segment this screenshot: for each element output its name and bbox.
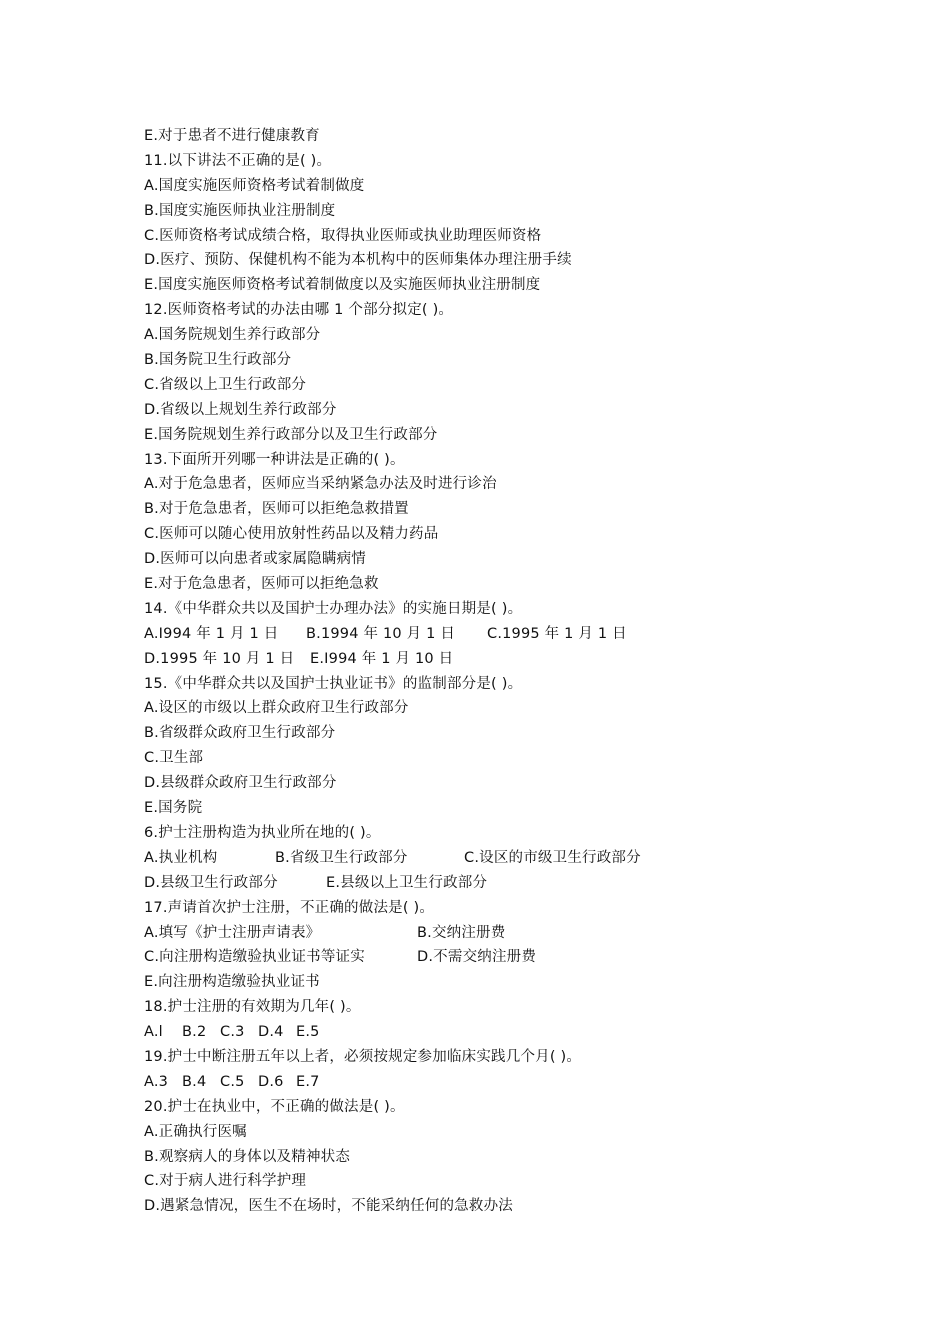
option-text: A.国度实施医师资格考试着制做度 — [144, 177, 365, 194]
question-stem: 6.护士注册构造为执业所在地的( )。 — [144, 824, 381, 841]
option-text: A.3 — [144, 1073, 169, 1090]
option-text: E.县级以上卫生行政部分 — [326, 874, 488, 891]
option-text: B.4 — [182, 1073, 207, 1090]
option-text: B.1994 年 10 月 1 日 — [306, 625, 456, 642]
option-row — [144, 945, 824, 970]
option-text: B.观察病人的身体以及精神状态 — [144, 1148, 351, 1165]
option-text: D.4 — [258, 1024, 284, 1041]
option-text: D.6 — [258, 1073, 284, 1090]
option-text: A.对于危急患者，医师应当采纳紧急办法及时进行诊治 — [144, 476, 497, 493]
option-text: C.3 — [220, 1024, 245, 1041]
question-stem: 13.下面所开列哪一种讲法是正确的( )。 — [144, 451, 405, 468]
option-text: D.省级以上规划生养行政部分 — [144, 401, 337, 418]
option-row — [144, 647, 824, 672]
option-text: A.I994 年 1 月 1 日 — [144, 625, 279, 642]
question-stem: 12.医师资格考试的办法由哪 1 个部分拟定( )。 — [144, 302, 454, 319]
option-text: C.向注册构造缴验执业证书等证实 — [144, 949, 365, 966]
option-text: C.医师资格考试成绩合格，取得执业医师或执业助理医师资格 — [144, 227, 542, 244]
option-text: D.不需交纳注册费 — [417, 949, 537, 966]
option-text: E.对于患者不进行健康教育 — [144, 128, 320, 144]
option-text: B.国务院卫生行政部分 — [144, 352, 292, 369]
option-text: B.2 — [182, 1024, 207, 1041]
option-text: B.省级卫生行政部分 — [275, 849, 408, 866]
option-text: A.执业机构 — [144, 849, 218, 866]
option-text: E.国度实施医师资格考试着制做度以及实施医师执业注册制度 — [144, 277, 541, 294]
option-text: E.对于危急患者，医师可以拒绝急救 — [144, 576, 379, 593]
option-text: A.国务院规划生养行政部分 — [144, 327, 321, 344]
option-row — [144, 921, 824, 946]
question-stem: 20.护士在执业中，不正确的做法是( )。 — [144, 1098, 405, 1115]
option-text: C.对于病人进行科学护理 — [144, 1173, 307, 1190]
option-text: A.正确执行医嘱 — [144, 1123, 247, 1140]
option-text: D.1995 年 10 月 1 日 — [144, 650, 295, 667]
option-text: E.I994 年 1 月 10 日 — [310, 650, 454, 667]
option-text: C.设区的市级卫生行政部分 — [464, 849, 641, 866]
question-stem: 18.护士注册的有效期为几年( )。 — [144, 999, 361, 1016]
option-text: A.设区的市级以上群众政府卫生行政部分 — [144, 700, 409, 717]
option-text: B.对于危急患者，医师可以拒绝急救措置 — [144, 501, 409, 518]
option-text: C.5 — [220, 1073, 245, 1090]
question-stem: 14.《中华群众共以及国护士办理办法》的实施日期是( )。 — [144, 600, 523, 617]
option-text: E.国务院规划生养行政部分以及卫生行政部分 — [144, 426, 438, 443]
option-row — [144, 871, 824, 896]
option-row — [144, 846, 824, 871]
option-text: B.交纳注册费 — [417, 924, 506, 941]
option-row — [144, 1020, 824, 1045]
option-text: C.省级以上卫生行政部分 — [144, 376, 307, 393]
question-stem: 17.声请首次护士注册，不正确的做法是( )。 — [144, 899, 435, 916]
option-row — [144, 622, 824, 647]
option-text: B.国度实施医师执业注册制度 — [144, 202, 336, 219]
option-text: E.7 — [296, 1073, 320, 1090]
option-text: B.省级群众政府卫生行政部分 — [144, 725, 336, 742]
question-stem: 11.以下讲法不正确的是( )。 — [144, 152, 332, 169]
option-text: E.5 — [296, 1024, 320, 1041]
option-text: C.医师可以随心使用放射性药品以及精力药品 — [144, 526, 439, 543]
option-text: A.l — [144, 1024, 163, 1041]
option-text: C.卫生部 — [144, 750, 204, 767]
option-text: D.医疗、预防、保健机构不能为本机构中的医师集体办理注册手续 — [144, 252, 572, 269]
option-text: D.医师可以向患者或家属隐瞒病情 — [144, 551, 366, 568]
question-stem: 19.护士中断注册五年以上者，必须按规定参加临床实践几个月( )。 — [144, 1048, 582, 1065]
option-row — [144, 1070, 824, 1095]
option-text: D.遇紧急情况，医生不在场时，不能采纳任何的急救办法 — [144, 1198, 513, 1215]
option-text: E.国务院 — [144, 800, 203, 817]
option-text: E.向注册构造缴验执业证书 — [144, 974, 320, 991]
option-text: C.1995 年 1 月 1 日 — [487, 625, 627, 642]
option-text: D.县级卫生行政部分 — [144, 874, 278, 891]
option-text: A.填写《护士注册声请表》 — [144, 924, 321, 941]
question-list — [144, 124, 824, 1219]
option-text: D.县级群众政府卫生行政部分 — [144, 775, 337, 792]
question-stem: 15.《中华群众共以及国护士执业证书》的监制部分是( )。 — [144, 675, 523, 692]
